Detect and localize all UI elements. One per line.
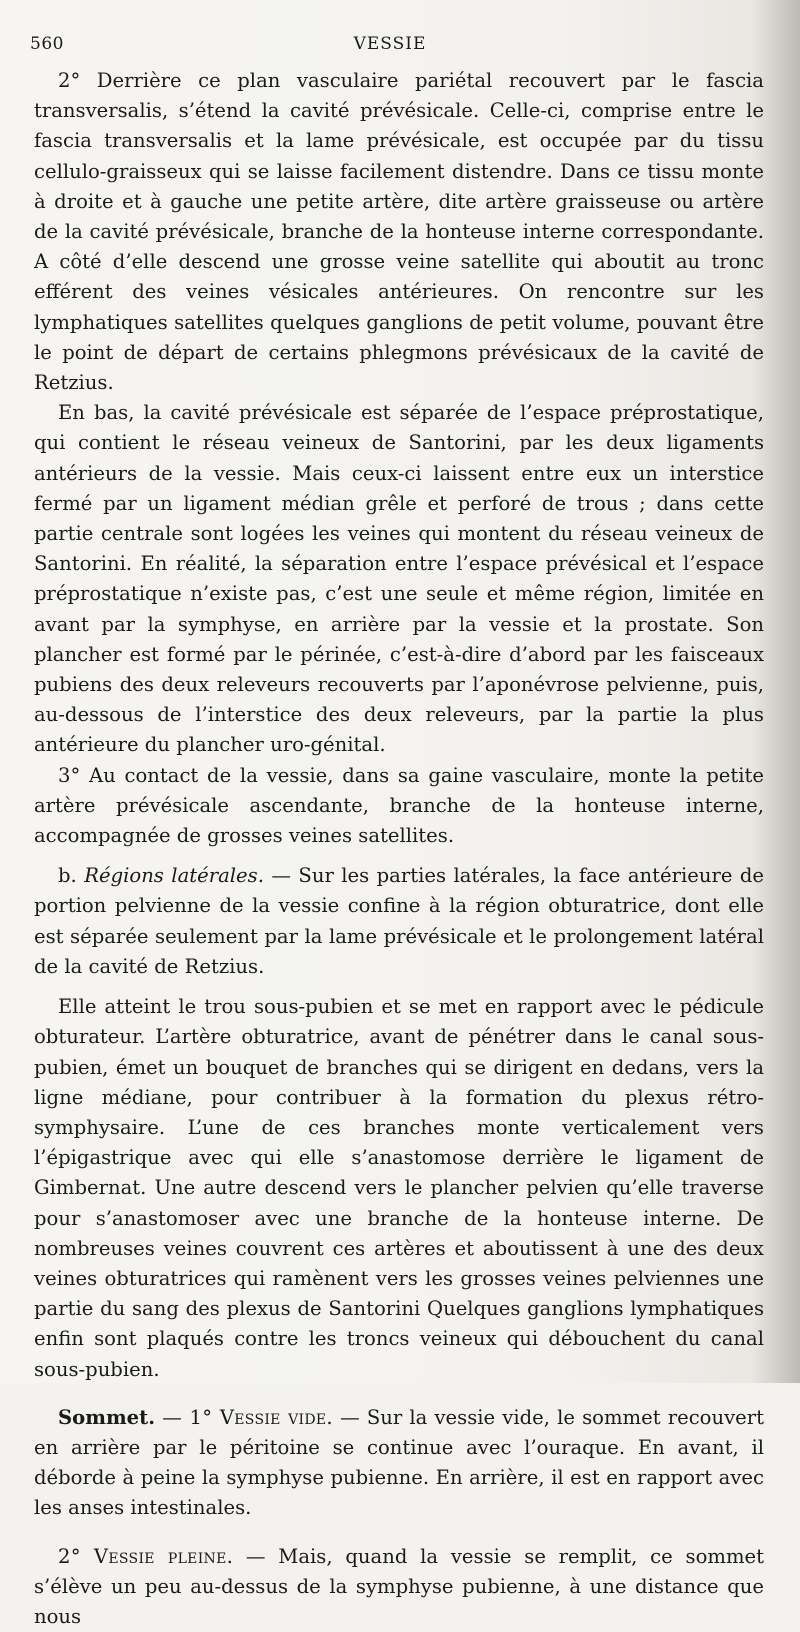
paragraph-text: 3° Au contact de la vessie, dans sa gaine vasculaire, monte la petite artère prévésicale ascendante, branche de la honteuse interne, accompagnée de grosses veines satellites. [34, 763, 764, 848]
paragraph-text: 2° Derrière ce plan vasculaire pariétal recouvert par le fascia transversalis, s’étend la cavité prévésicale. Celle-ci, comprise entre le fascia transversalis et la lame prévésicale, est occupée par du tissu cellulo-graisseux qui se laisse facilement distendre. Dans ce tissu monte à droite et à gauche une petite artère, dite artère graisseuse ou artère de la cavité prévésicale, branche de la honteuse interne correspondante. A côté d’elle descend une grosse veine satellite qui aboutit au tronc efférent des veines vésicales antérieures. On rencontre sur les lymphatiques satellites quelques ganglions de petit volume, pouvant être le point de départ de certains phlegmons prévésicaux de la cavité de Retzius. [34, 69, 764, 395]
paragraph-trou-sous-pubien [34, 992, 764, 1385]
paragraph-sommet [34, 1403, 764, 1524]
paragraph-regions-laterales [34, 861, 764, 982]
paragraph-contact-vessie [34, 761, 764, 852]
body-text [34, 66, 764, 1632]
subheading-vessie-vide: — 1° Vessie vide. [162, 1405, 333, 1429]
page-header [30, 34, 750, 56]
paragraph-text: En bas, la cavité prévésicale est séparée de l’espace préprostatique, qui contient le réseau veineux de Santorini, par les deux ligaments antérieurs de la vessie. Mais ceux-ci laissent entre eux un interstice fermé par un ligament médian grêle et perforé de trous ; dans cette partie centrale sont logées les veines qui montent du réseau veineux de Santorini. En réalité, la séparation entre l’espace prévésical et l’espace préprostatique n’existe pas, c’est une seule et même région, limitée en avant par la symphyse, en arrière par la vessie et la prostate. Son plancher est formé par le périnée, c’est-à-dire d’abord par les faisceaux pubiens des deux releveurs recouverts par l’aponévrose pelvienne, puis, au-dessous de l’interstice des deux releveurs, par la partie la plus antérieure du plancher uro-génital. [34, 401, 764, 757]
paragraph-en-bas [34, 398, 764, 760]
paragraph-text: — Sur les parties latérales, la face antérieure de portion pelvienne de la vessie confine à la région obturatrice, dont elle est séparée seulement par la lame prévésicale et le prolongement latéral de la cavité de Retzius. [34, 864, 765, 978]
page-number: 560 [30, 34, 64, 54]
section-heading-sommet: Sommet. [58, 1405, 156, 1429]
paragraph-text: — Sur la vessie vide, le sommet recouvert en arrière par le péritoine se continue avec l’ouraque. En avant, il déborde à peine la symphyse pubienne. En arrière, il est en rapport avec les anses intestinales. [34, 1405, 765, 1520]
section-letter: b. [58, 864, 77, 888]
paragraph-text: — Mais, quand la vessie se remplit, ce sommet s’élève un peu au-dessus de la symphyse pubienne, à une distance que nous [34, 1544, 765, 1628]
paragraph-text: Elle atteint le trou sous-pubien et se met en rapport avec le pédicule obturateur. L’artère obturatrice, avant de pénétrer dans le canal sous-pubien, émet un bouquet de branches qui se dirigent en dedans, vers la ligne médiane, pour contribuer à la formation du plexus rétro-symphysaire. L’une de ces branches monte verticalement vers l’épigastrique avec qui elle s’anastomose derrière le ligament de Gimbernat. Une autre descend vers le plancher pelvien qu’elle traverse pour s’anastomoser avec une branche de la honteuse interne. De nombreuses veines couvrent ces artères et aboutissent à une des deux veines obturatrices qui ramènent vers les grosses veines pelviennes une partie du sang des plexus de Santorini Quelques ganglions lymphatiques enfin sont plaqués contre les troncs veineux qui débouchent du canal sous-pubien. [34, 995, 764, 1381]
paragraph-vessie-pleine [34, 1542, 764, 1632]
running-title: VESSIE [353, 34, 427, 54]
section-heading-regions-laterales: Régions latérales. [84, 864, 264, 888]
paragraph-cavite-prevesicale [34, 66, 764, 398]
subheading-vessie-pleine: 2° Vessie pleine. [58, 1544, 234, 1568]
